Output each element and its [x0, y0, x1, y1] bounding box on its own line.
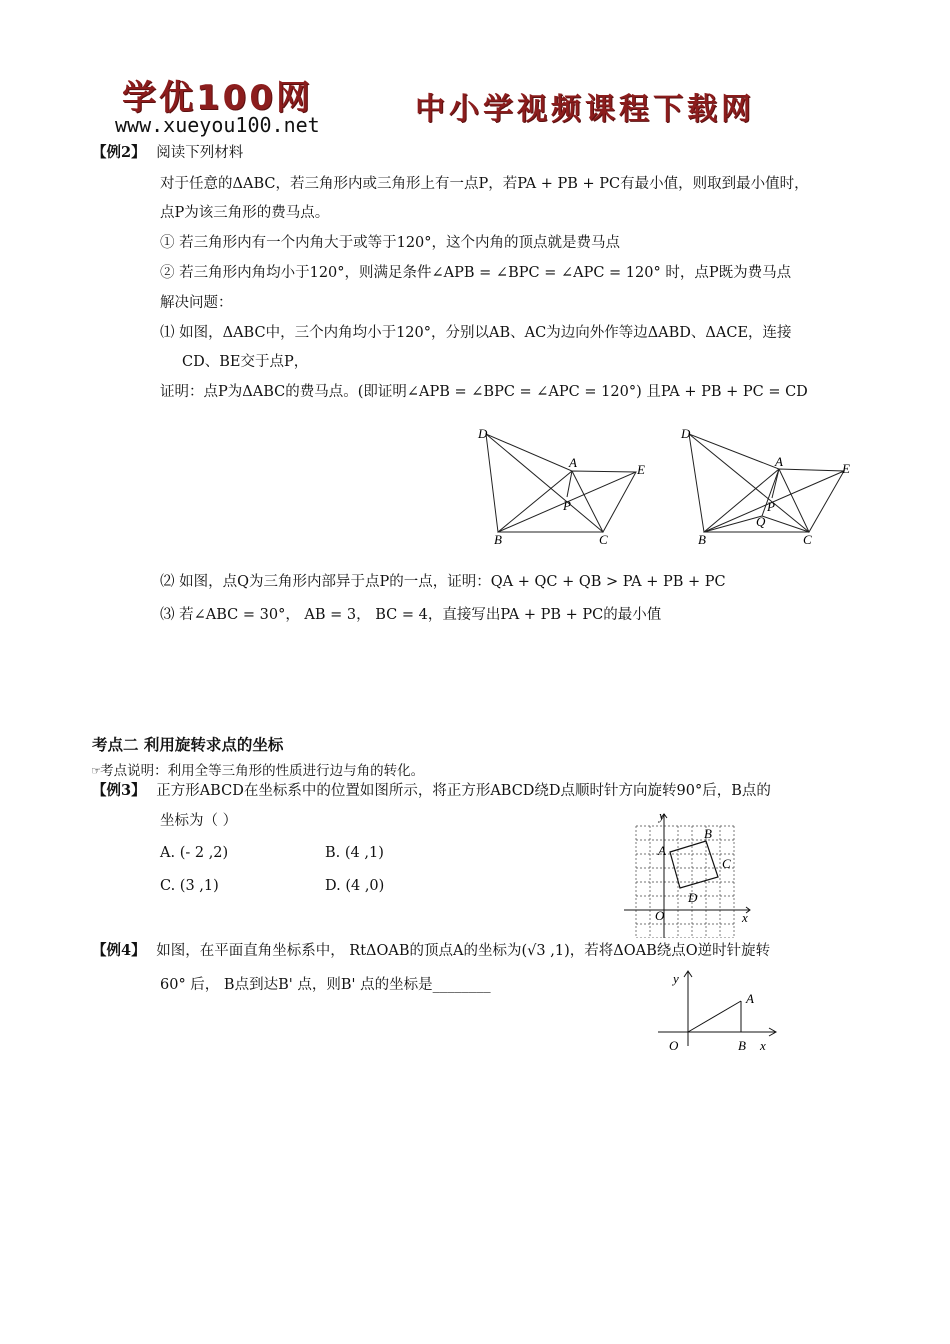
- example2-p1: 对于任意的ΔABC，若三角形内或三角形上有一点P，若PA + PB + PC有最小值，则取到最小值时，: [160, 176, 809, 192]
- fig2-label-e: E: [842, 461, 850, 476]
- site-logo: 学优100网: [122, 78, 313, 118]
- fig2-label-q: Q: [756, 514, 766, 529]
- grid-label-b: B: [704, 826, 712, 841]
- fig2-label-d: D: [681, 426, 691, 441]
- example4-tag: 【例4】: [92, 942, 146, 959]
- example2-p2: 点P为该三角形的费马点。: [160, 205, 330, 221]
- fig2-label-c: C: [803, 532, 812, 547]
- grid-origin-o: O: [655, 908, 665, 923]
- example2-q2: ⑵ 如图，点Q为三角形内部异于点P的一点，证明：QA + QC + QB > PA + PB + PC: [160, 574, 726, 590]
- example2-title: 阅读下列材料: [156, 145, 244, 161]
- fig1-label-p: P: [563, 498, 571, 513]
- grid-label-a: A: [658, 843, 666, 858]
- triangle-oab-figure: [652, 966, 787, 1058]
- example2-p5: 解决问题：: [160, 295, 233, 311]
- example2-p4: ② 若三角形内角均小于120°，则满足条件∠APB = ∠BPC = ∠APC = 120° 时，点P既为费马点: [160, 265, 792, 281]
- fermat-figure-2: [676, 422, 856, 547]
- grid-axis-y: y: [659, 808, 665, 823]
- site-slogan: 中小学视频课程下载网: [415, 92, 755, 127]
- fermat-figure-1: [470, 422, 650, 547]
- square-grid-figure: [618, 808, 758, 938]
- tri-origin-o: O: [669, 1038, 679, 1053]
- example2-tag: 【例2】: [92, 144, 146, 161]
- tri-axis-y: y: [673, 971, 679, 986]
- site-url: www.xueyou100.net: [115, 113, 320, 137]
- example4-text1: 如图，在平面直角坐标系中， RtΔOAB的顶点A的坐标为(√3 ,1)，若将ΔOAB绕点O逆时针旋转: [156, 943, 771, 959]
- fig1-label-b: B: [494, 532, 502, 547]
- grid-label-d: D: [688, 890, 698, 905]
- example4-line2: 60° 后， B点到达B' 点，则B' 点的坐标是________: [160, 977, 491, 993]
- example2-q1a: ⑴ 如图，ΔABC中，三个内角均小于120°，分别以AB、AC为边向外作等边ΔABD、ΔACE，连接: [160, 325, 792, 341]
- example3-option-b: B. (4 ,1): [325, 845, 384, 861]
- fig2-label-b: B: [698, 532, 706, 547]
- example3-option-d: D. (4 ,0): [325, 878, 385, 894]
- example3-text1: 正方形ABCD在坐标系中的位置如图所示，将正方形ABCD绕D点顺时针方向旋转90°后，B点的: [156, 783, 771, 799]
- section2-note: ☞考点说明：利用全等三角形的性质进行边与角的转化。: [92, 763, 425, 779]
- tri-axis-x: x: [760, 1038, 766, 1053]
- fig1-label-a: A: [569, 455, 577, 470]
- grid-axis-x: x: [742, 910, 748, 925]
- fig2-label-a: A: [775, 454, 783, 469]
- tri-label-b: B: [738, 1038, 746, 1053]
- example2-heading: [92, 143, 243, 163]
- grid-label-c: C: [722, 856, 731, 871]
- example2-q1b: CD、BE交于点P，: [182, 354, 309, 370]
- fig1-label-d: D: [478, 426, 488, 441]
- example2-q1c: 证明：点P为ΔABC的费马点。(即证明∠APB = ∠BPC = ∠APC = 120°) 且PA + PB + PC = CD: [160, 384, 808, 400]
- example3-line1: [92, 781, 771, 801]
- example3-option-c: C. (3 ,1): [160, 878, 219, 894]
- example3-tag: 【例3】: [92, 782, 146, 799]
- example2-p3: ① 若三角形内有一个内角大于或等于120°，这个内角的顶点就是费马点: [160, 235, 621, 251]
- example3-option-a: A. (- 2 ,2): [160, 845, 229, 861]
- example3-line2: 坐标为（ ）: [160, 813, 238, 829]
- section2-title: 考点二 利用旋转求点的坐标: [92, 736, 284, 754]
- fig1-label-c: C: [599, 532, 608, 547]
- example4-line1: [92, 941, 770, 961]
- tri-label-a: A: [746, 991, 754, 1006]
- fig2-label-p: P: [767, 499, 775, 514]
- fig1-label-e: E: [637, 462, 645, 477]
- example2-q3: ⑶ 若∠ABC = 30°， AB = 3， BC = 4，直接写出PA + PB + PC的最小值: [160, 607, 662, 623]
